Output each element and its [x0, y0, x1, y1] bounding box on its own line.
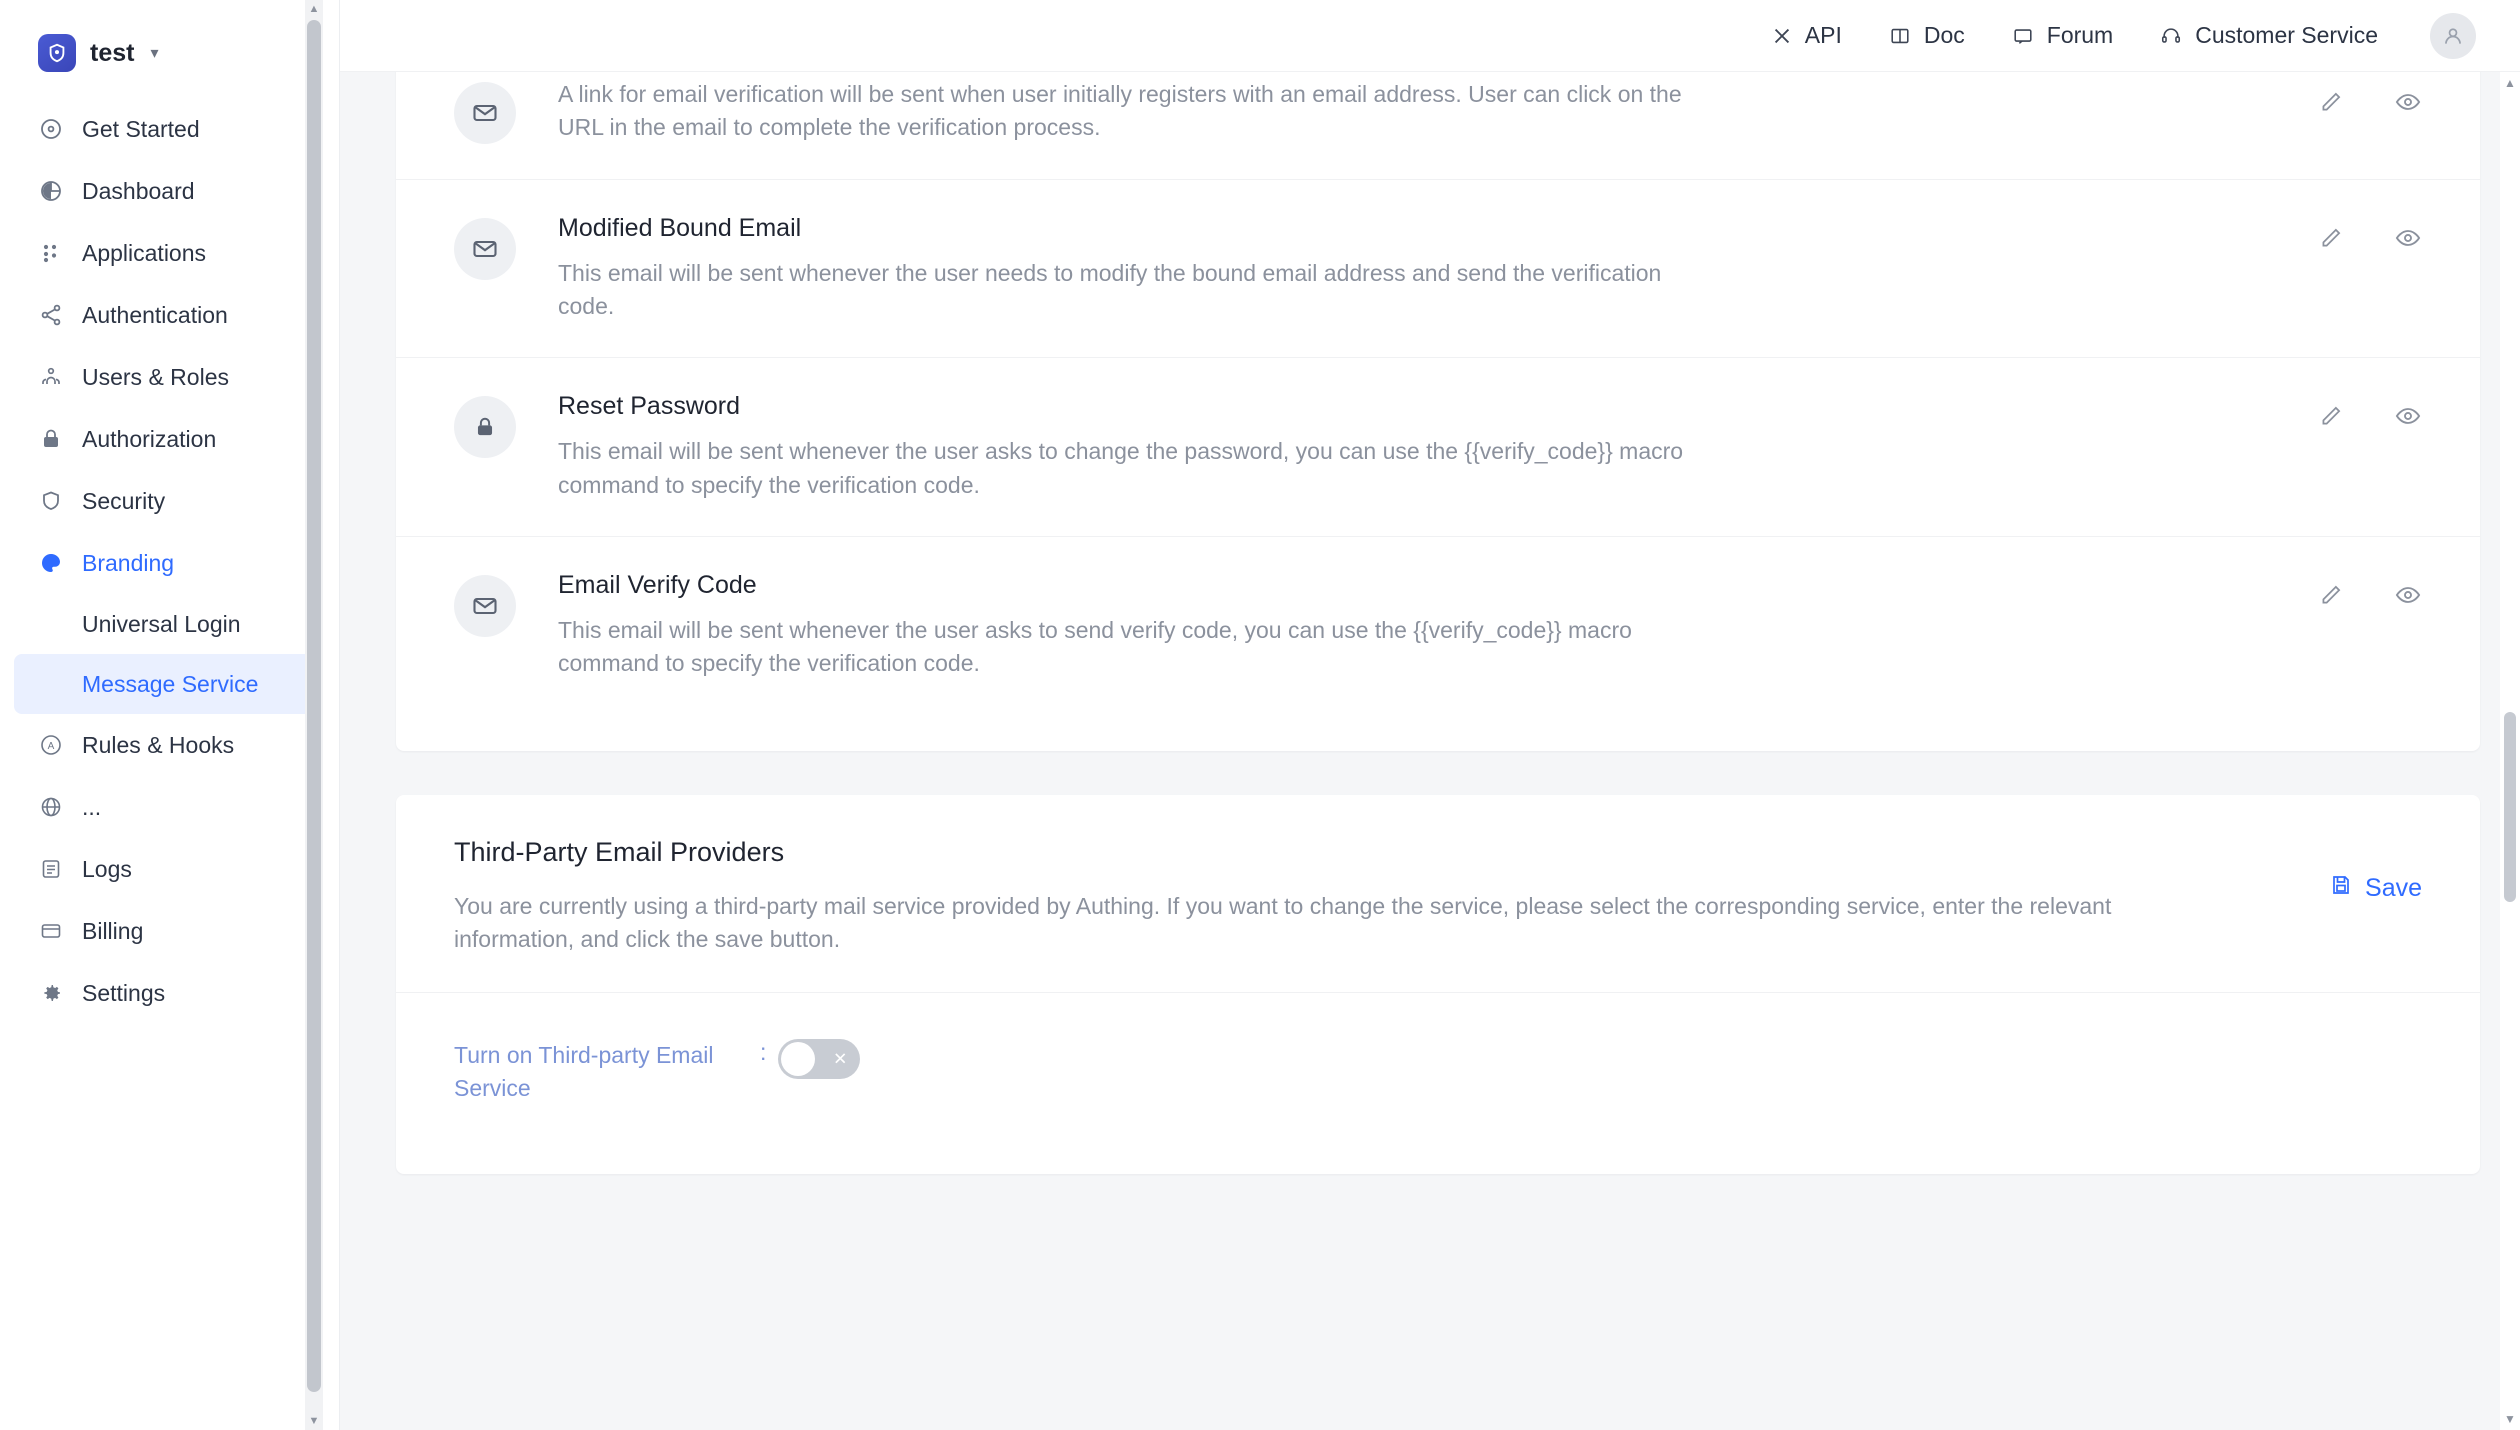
row-actions — [2318, 78, 2422, 116]
template-text — [558, 214, 1758, 324]
headset-icon — [2159, 25, 2183, 47]
pie-chart-icon — [38, 178, 64, 204]
sidebar-nav — [0, 98, 340, 1024]
chat-icon — [2011, 25, 2035, 47]
table-row — [396, 358, 2480, 537]
sidebar-item-label: Applications — [82, 239, 207, 266]
topbar-link-label: Doc — [1923, 22, 1965, 48]
template-title: Email Verify Code — [558, 571, 757, 600]
sidebar-item-universal-login[interactable] — [0, 594, 340, 654]
providers-body — [396, 993, 2480, 1173]
template-description: This email will be sent whenever the user asks to change the password, you can use the {{verify_code}} macro command to specify the verification code. — [558, 438, 1684, 498]
lock-icon — [38, 426, 64, 452]
providers-description: You are currently using a third-party mail service provided by Authing. If you want to change the service, please select the corresponding service, enter the relevant information, and click the save button. — [454, 892, 2112, 953]
close-icon: ✕ — [833, 1049, 848, 1069]
tenant-name: test — [90, 38, 135, 67]
table-row — [396, 537, 2480, 715]
pencil-icon[interactable] — [2318, 403, 2344, 429]
eye-icon[interactable] — [2394, 88, 2422, 116]
topbar-link-forum[interactable] — [2011, 22, 2113, 49]
template-description: This email will be sent whenever the user needs to modify the bound email address and send the verification code. — [558, 259, 1662, 320]
sidebar-item-label: Authorization — [82, 425, 217, 452]
svg-text:A: A — [47, 741, 55, 752]
sidebar-scroll-thumb[interactable] — [307, 20, 321, 1392]
palette-icon — [38, 550, 64, 576]
sidebar-item-billing[interactable] — [0, 900, 340, 962]
chevron-down-icon: ▾ — [150, 45, 159, 62]
sidebar-content — [0, 0, 340, 1024]
page-content — [340, 72, 2520, 1430]
sidebar-item-label: Rules & Hooks — [82, 731, 235, 758]
sidebar-item-label: Security — [82, 487, 166, 514]
sidebar-item-security[interactable] — [0, 470, 340, 532]
sidebar-item-branding[interactable] — [0, 532, 340, 594]
pencil-icon[interactable] — [2318, 89, 2344, 115]
grid-apps-icon — [38, 240, 64, 266]
third-party-email-toggle[interactable] — [778, 1039, 860, 1079]
field-colon: : — [760, 1039, 767, 1066]
providers-header — [396, 795, 2480, 994]
save-icon — [2329, 873, 2353, 904]
sidebar-item-get-started[interactable] — [0, 98, 340, 160]
sidebar-item-settings[interactable] — [0, 962, 340, 1024]
save-button[interactable] — [2329, 873, 2422, 904]
email-templates-card — [396, 72, 2480, 751]
gear-icon — [38, 980, 64, 1006]
sidebar-item-rules-hooks[interactable] — [0, 714, 340, 776]
compass-icon — [38, 116, 64, 142]
users-icon — [38, 364, 64, 390]
row-actions — [2318, 571, 2422, 609]
sidebar-item-label: Get Started — [82, 115, 200, 142]
table-row — [396, 180, 2480, 359]
row-actions — [2318, 214, 2422, 252]
sidebar-item-label: ... — [82, 793, 102, 820]
third-party-providers-card — [396, 795, 2480, 1174]
tenant-switcher[interactable] — [0, 18, 340, 88]
share-nodes-icon — [38, 302, 64, 328]
template-title: Reset Password — [558, 392, 741, 421]
sidebar-item-applications[interactable] — [0, 222, 340, 284]
pencil-icon[interactable] — [2318, 225, 2344, 251]
sidebar-item-logs[interactable] — [0, 838, 340, 900]
sidebar — [0, 0, 340, 1430]
topbar-link-label: API — [1804, 22, 1842, 48]
topbar-link-doc[interactable] — [1888, 22, 1965, 49]
sidebar-item-label: Dashboard — [82, 177, 195, 204]
envelope-icon — [454, 218, 516, 280]
template-description: A link for email verification will be sent when user initially registers with an email address. User can click on the URL in the email to complete the verification process. — [558, 81, 1682, 141]
api-icon — [1771, 25, 1793, 47]
save-button-label: Save — [2365, 873, 2422, 902]
sidebar-item-label: Users & Roles — [82, 363, 229, 390]
sidebar-subitem-label: Message Service — [82, 670, 259, 697]
page-scroll-thumb[interactable] — [2504, 712, 2516, 902]
main-area — [340, 0, 2520, 1430]
topbar — [340, 0, 2520, 72]
book-icon — [1888, 25, 1912, 47]
sidebar-item-more[interactable] — [0, 776, 340, 838]
shield-icon — [38, 488, 64, 514]
scroll-down-arrow-icon[interactable]: ▼ — [305, 1412, 323, 1430]
page-title: Third-Party Email Providers — [454, 836, 785, 867]
row-actions — [2318, 392, 2422, 430]
toggle-knob — [781, 1042, 815, 1076]
envelope-icon — [454, 82, 516, 144]
sidebar-item-authorization[interactable] — [0, 408, 340, 470]
sidebar-item-label: Billing — [82, 917, 144, 944]
topbar-link-api[interactable] — [1771, 22, 1842, 49]
scroll-up-arrow-icon[interactable]: ▲ — [305, 0, 323, 18]
at-circle-icon — [38, 732, 64, 758]
card-icon — [38, 918, 64, 944]
sidebar-item-dashboard[interactable] — [0, 160, 340, 222]
envelope-icon — [454, 575, 516, 637]
sidebar-item-label: Settings — [82, 979, 166, 1006]
lock-icon — [454, 396, 516, 458]
globe-icon — [38, 794, 64, 820]
user-avatar-icon[interactable] — [2430, 13, 2476, 59]
eye-icon[interactable] — [2394, 402, 2422, 430]
sidebar-item-users-roles[interactable] — [0, 346, 340, 408]
sidebar-scrollbar[interactable] — [305, 0, 323, 1430]
scroll-down-arrow-icon[interactable]: ▼ — [2504, 1412, 2516, 1426]
sidebar-item-label: Authentication — [82, 301, 228, 328]
template-text — [558, 78, 1758, 145]
table-row — [396, 72, 2480, 180]
topbar-link-label: Forum — [2046, 22, 2114, 48]
scroll-up-arrow-icon[interactable]: ▲ — [2504, 76, 2516, 90]
template-text — [558, 392, 1758, 502]
sidebar-item-label: Logs — [82, 855, 132, 882]
sidebar-item-authentication[interactable] — [0, 284, 340, 346]
sidebar-item-label: Branding — [82, 549, 175, 576]
sidebar-subitem-label: Universal Login — [82, 610, 241, 637]
pencil-icon[interactable] — [2318, 582, 2344, 608]
eye-icon[interactable] — [2394, 581, 2422, 609]
topbar-link-customer-service[interactable] — [2159, 22, 2378, 49]
template-text — [558, 571, 1758, 681]
shield-logo-icon — [38, 34, 76, 72]
third-party-toggle-label: Turn on Third-party Email Service — [454, 1042, 714, 1101]
list-logs-icon — [38, 856, 64, 882]
page-scrollbar[interactable] — [2500, 72, 2520, 1430]
sidebar-item-message-service[interactable] — [14, 654, 318, 714]
template-title: Modified Bound Email — [558, 213, 802, 242]
template-description: This email will be sent whenever the user asks to send verify code, you can use the {{verify_code}} macro command to specify the verification code. — [558, 617, 1632, 677]
eye-icon[interactable] — [2394, 224, 2422, 252]
topbar-link-label: Customer Service — [2195, 22, 2378, 48]
